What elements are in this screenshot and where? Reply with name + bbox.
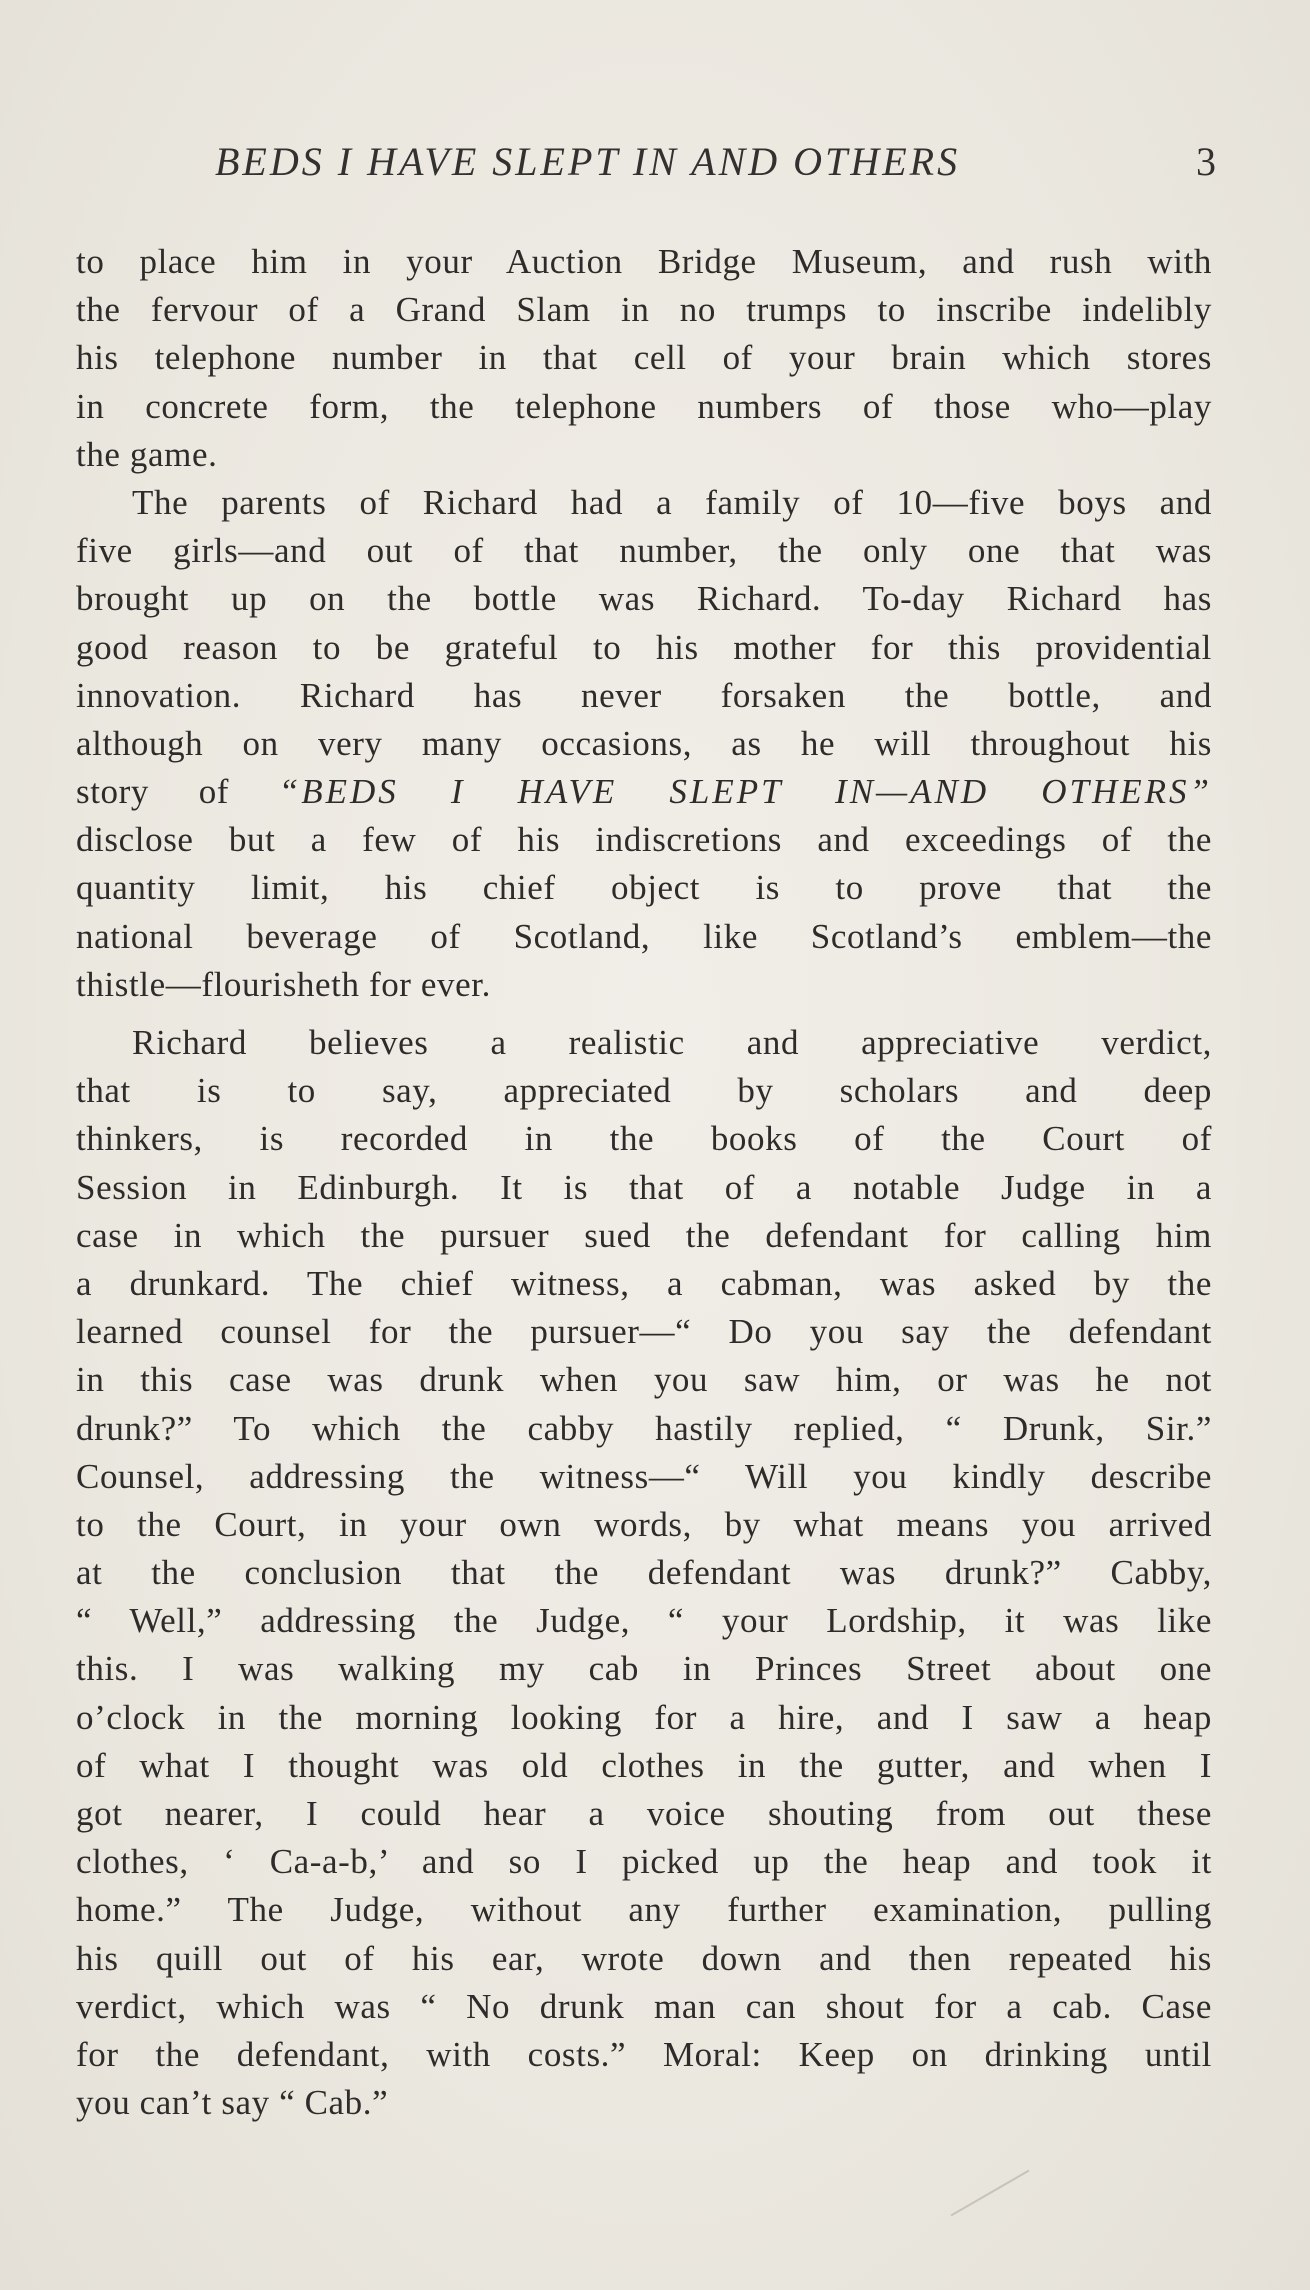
page-number: 3 bbox=[1196, 139, 1216, 184]
text-line: “ Well,” addressing the Judge, “ your Lordship, it was like bbox=[76, 1601, 1212, 1641]
body-text bbox=[76, 238, 1212, 2127]
text-line: of what I thought was old clothes in the gutter, and when I bbox=[76, 1745, 1212, 1785]
story-title-line bbox=[76, 768, 1212, 816]
text-line: quantity limit, his chief object is to prove that the bbox=[76, 868, 1212, 908]
text-line: good reason to be grateful to his mother for this providential bbox=[76, 627, 1212, 667]
text-line: disclose but a few of his indiscretions and exceedings of the bbox=[76, 820, 1212, 860]
text-line: thistle—flourisheth for ever. bbox=[76, 964, 491, 1004]
text-line: at the conclusion that the defendant was drunk?” Cabby, bbox=[76, 1553, 1212, 1593]
text-line: this. I was walking my cab in Princes Street about one bbox=[76, 1649, 1212, 1689]
text-line: to the Court, in your own words, by what means you arrived bbox=[76, 1504, 1212, 1544]
book-title-italic: “BEDS I HAVE SLEPT IN—AND OTHERS” bbox=[278, 772, 1213, 812]
text-line: his telephone number in that cell of your brain which stores bbox=[76, 338, 1212, 378]
text-line: national beverage of Scotland, like Scotland’s emblem—the bbox=[76, 916, 1212, 956]
running-title: BEDS I HAVE SLEPT IN AND OTHERS bbox=[215, 139, 961, 184]
text-line: The parents of Richard had a family of 10—five boys and bbox=[132, 482, 1212, 522]
text-line: the fervour of a Grand Slam in no trumps to inscribe indelibly bbox=[76, 290, 1212, 330]
text-line: thinkers, is recorded in the books of the Court of bbox=[76, 1119, 1212, 1159]
text-line: five girls—and out of that number, the only one that was bbox=[76, 531, 1212, 571]
story-prefix: story of bbox=[76, 772, 279, 812]
text-line: his quill out of his ear, wrote down and then repeated his bbox=[76, 1938, 1212, 1978]
paragraph-1 bbox=[76, 238, 1212, 479]
text-line: clothes, ‘ Ca-a-b,’ and so I picked up the heap and took it bbox=[76, 1842, 1212, 1882]
text-line: although on very many occasions, as he will throughout his bbox=[76, 723, 1212, 763]
text-line: in concrete form, the telephone numbers of those who—play bbox=[76, 386, 1212, 426]
text-line: innovation. Richard has never forsaken the bottle, and bbox=[76, 675, 1212, 715]
text-line: to place him in your Auction Bridge Museum, and rush with bbox=[76, 242, 1212, 281]
text-line: drunk?” To which the cabby hastily replied, “ Drunk, Sir.” bbox=[76, 1408, 1212, 1448]
text-line: learned counsel for the pursuer—“ Do you say the defendant bbox=[76, 1312, 1212, 1352]
paragraph-3 bbox=[76, 1019, 1212, 2127]
pencil-mark bbox=[951, 2170, 1030, 2217]
text-line: the game. bbox=[76, 434, 218, 474]
text-line: brought up on the bottle was Richard. To-day Richard has bbox=[76, 579, 1212, 619]
text-line: you can’t say “ Cab.” bbox=[76, 2083, 389, 2123]
text-line: Counsel, addressing the witness—“ Will you kindly describe bbox=[76, 1456, 1212, 1496]
text-line: case in which the pursuer sued the defendant for calling him bbox=[76, 1215, 1212, 1255]
text-line: verdict, which was “ No drunk man can shout for a cab. Case bbox=[76, 1986, 1212, 2026]
text-line: got nearer, I could hear a voice shouting from out these bbox=[76, 1794, 1212, 1833]
text-line: for the defendant, with costs.” Moral: Keep on drinking until bbox=[76, 2034, 1212, 2074]
text-line: Session in Edinburgh. It is that of a notable Judge in a bbox=[76, 1167, 1212, 1207]
text-line: o’clock in the morning looking for a hire, and I saw a heap bbox=[76, 1697, 1212, 1737]
running-head bbox=[0, 138, 1310, 192]
text-line: Richard believes a realistic and appreciative verdict, bbox=[132, 1023, 1212, 1062]
text-line: home.” The Judge, without any further examination, pulling bbox=[76, 1890, 1212, 1930]
text-line: that is to say, appreciated by scholars and deep bbox=[76, 1071, 1212, 1111]
text-line: a drunkard. The chief witness, a cabman, was asked by the bbox=[76, 1263, 1212, 1303]
text-line: in this case was drunk when you saw him, or was he not bbox=[76, 1360, 1212, 1400]
paragraph-2 bbox=[76, 479, 1212, 1009]
